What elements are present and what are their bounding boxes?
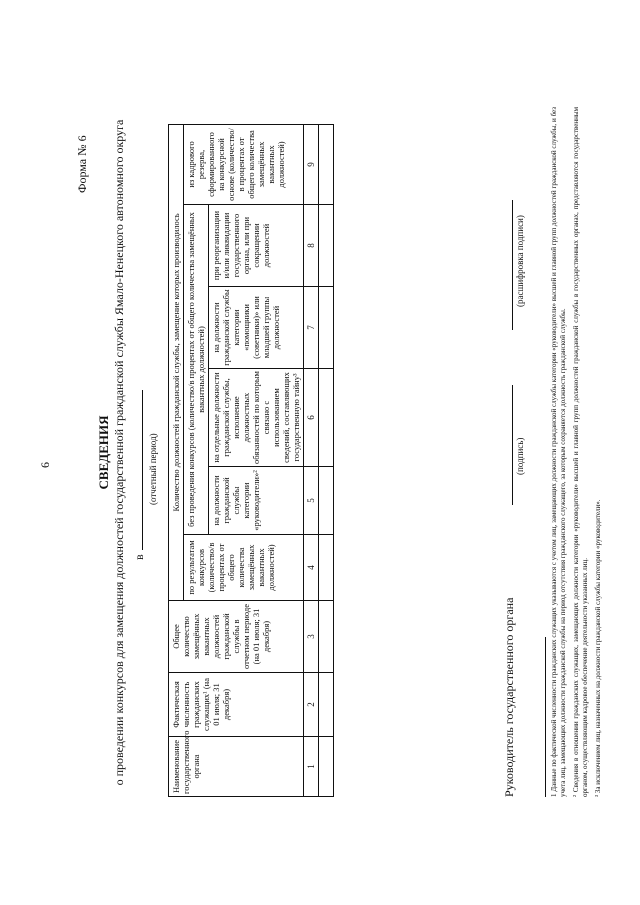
header-by-contest: по результатам конкурсов (количество/в процентах от общего количества замещённых вакантных должностей)	[184, 535, 304, 601]
empty-cell	[319, 369, 334, 467]
report-table	[168, 124, 334, 797]
empty-cell	[319, 124, 334, 204]
signature-caption: (подпись)	[515, 437, 525, 475]
footnote-1: 1 Данные по фактической численности гражданских служащих указываются с учетом лиц, замещающих должности гражданской службы категории «руководители» высшей и главной групп должностей гражданской службы, и без учета лиц, замещающих должности гражданской службы на период отсутствия гражданского служащего, за которым сохраняется должность гражданской службы.	[550, 107, 567, 797]
empty-cell	[319, 601, 334, 673]
col-number: 9	[304, 124, 319, 204]
header-from-reserve: из кадрового резерва, сформированного на конкурсной основе (количество/в процентах от общего количества замещённых вакантных должностей)	[184, 124, 304, 204]
table-row	[319, 124, 334, 796]
period-line	[132, 390, 147, 560]
empty-cell	[319, 535, 334, 601]
header-without-contest: без проведения конкурсов (количество/в процентах от общего количества замещённых вакантных должностей)	[184, 205, 209, 535]
empty-cell	[319, 287, 334, 369]
empty-cell	[319, 673, 334, 737]
col-number: 7	[304, 287, 319, 369]
header-actual-count: Фактическая численность гражданских служащих¹ (на 01 июля; 31 декабря)	[169, 673, 304, 737]
signature-line	[500, 385, 513, 505]
document-subtitle: о проведении конкурсов для замещения должностей государственной гражданской службы Ямало-Ненецкого автономного округа	[112, 119, 126, 786]
header-group: Количество должностей гражданской службы, замещение которых производилось	[169, 124, 184, 600]
col-number: 3	[304, 601, 319, 673]
period-input-line	[132, 390, 143, 550]
header-managers: на должности гражданской службы категории «руководители»²	[209, 467, 304, 535]
document-title: СВЕДЕНИЯ	[96, 415, 111, 490]
header-secret-positions: на отдельные должности гражданской службы, исполнение должностных обязанностей по которым связано с использованием сведений, составляющих государственную тайну³	[209, 369, 304, 467]
empty-cell	[319, 467, 334, 535]
header-org-name: Наименование государственного органа	[169, 737, 304, 797]
empty-cell	[319, 205, 334, 287]
decode-caption: (расшифровка подписи)	[515, 215, 525, 307]
header-assistants: на должности гражданской службы категории «помощники (советники)» или младшей группы должностей	[209, 287, 304, 369]
col-number: 8	[304, 205, 319, 287]
footnote-divider	[545, 637, 546, 797]
col-number: 1	[304, 737, 319, 797]
header-total-filled: Общее количество замещённых вакантных должностей гражданской службы в отчетном периоде (на 01 июля; 31 декабря)	[169, 601, 304, 673]
col-number: 6	[304, 369, 319, 467]
decode-line	[500, 200, 513, 330]
footnote-2: ² Сведения в отношении гражданских служащих, замещающих должности категории «руководители» высшей и главной групп должностей гражданской службы в государственных органах, представляются государственным органом, осуществляющим кадровое обеспечение деятельности указанных лиц.	[572, 107, 589, 797]
footnote-3: ³ За исключением лиц, назначенных на должности гражданской службы категории «руководители».	[594, 499, 602, 797]
header-reorganization: при реорганизации и/или ликвидации государственного органа, или при сокращении должностей	[209, 205, 304, 287]
period-caption: (отчетный период)	[148, 433, 158, 505]
col-number: 2	[304, 673, 319, 737]
column-numbers-row	[304, 124, 319, 796]
form-number: Форма № 6	[75, 135, 89, 193]
period-prefix: в	[132, 554, 146, 560]
head-label: Руководитель государственного органа	[502, 597, 516, 797]
col-number: 4	[304, 535, 319, 601]
page-number: 6	[38, 462, 52, 468]
col-number: 5	[304, 467, 319, 535]
empty-cell	[319, 737, 334, 797]
